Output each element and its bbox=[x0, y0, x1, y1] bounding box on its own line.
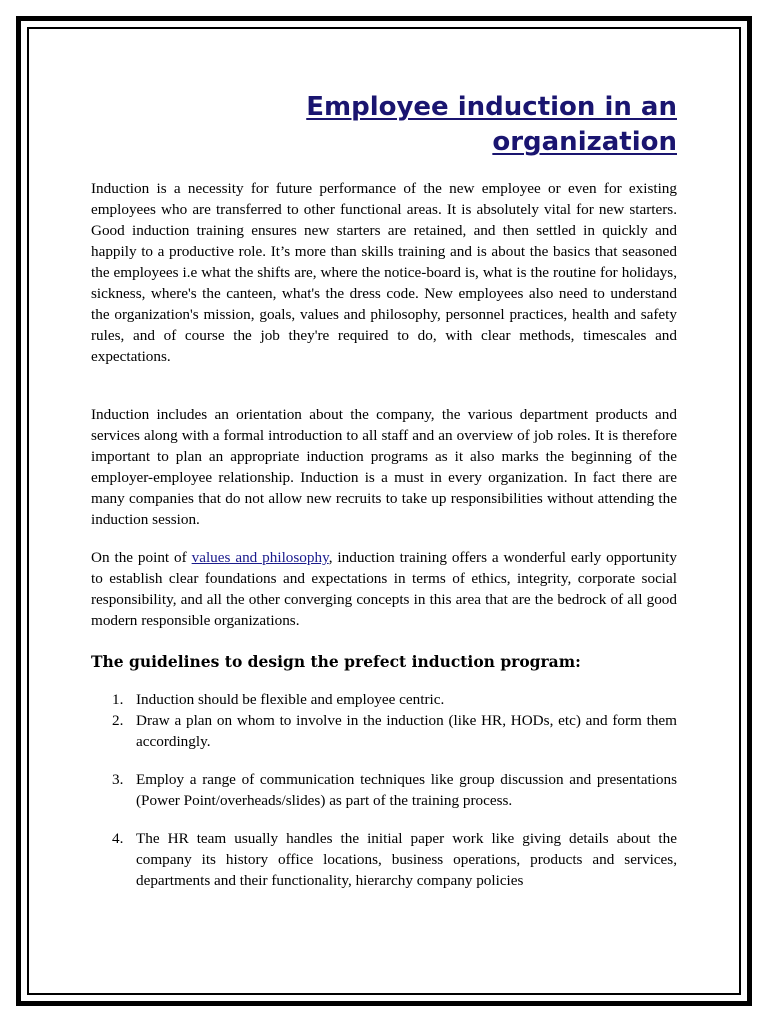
guidelines-heading: The guidelines to design the prefect induction program: bbox=[91, 652, 581, 671]
list-item bbox=[91, 689, 677, 710]
list-item bbox=[91, 828, 677, 891]
list-item-number: 1. bbox=[112, 691, 124, 708]
list-item-text: Draw a plan on whom to involve in the induction (like HR, HODs, etc) and form them accordingly. bbox=[136, 712, 677, 750]
list-item-text: Induction should be flexible and employee centric. bbox=[136, 691, 445, 708]
list-item-text: The HR team usually handles the initial paper work like giving details about the company its history office locations, business operations, products and services, departments and their functionality, hierarchy company policies bbox=[136, 830, 677, 889]
list-item-number: 3. bbox=[112, 771, 124, 788]
values-and-philosophy-link[interactable]: values and philosophy bbox=[191, 549, 329, 566]
list-item-text: Employ a range of communication techniques like group discussion and presentations (Power Point/overheads/slides) as part of the training process. bbox=[136, 771, 677, 809]
list-item bbox=[91, 710, 677, 752]
paragraph-orientation: Induction includes an orientation about the company, the various department products and services along with a formal introduction to all staff and an overview of job roles. It is therefore important to plan an appropriate induction programs as it also marks the beginning of the employer-employee relationship. Induction is a must in every organization. In fact there are many companies that do not allow new recruits to take up responsibilities without attending the induction session. bbox=[91, 406, 677, 528]
paragraph-values-suffix: , induction training offers a wonderful early opportunity to establish clear foundations and expectations in terms of ethics, integrity, corporate social responsibility, and all the other converging concepts in this area that are the bedrock of all good modern responsible organizations. bbox=[91, 549, 677, 629]
list-item bbox=[91, 769, 677, 811]
list-item-number: 2. bbox=[112, 712, 124, 729]
page-title: Employee induction in an organization bbox=[306, 92, 677, 157]
paragraph-intro: Induction is a necessity for future performance of the new employee or even for existing employees who are transferred to other functional areas. It is absolutely vital for new starters. Good induction training ensures new starters are retained, and then settled in quickly and happily to a productive role. It’s more than skills training and is about the basics that seasoned the employees i.e what the shifts are, where the notice-board is, what is the routine for holidays, sickness, where's the canteen, what's the dress code. New employees also need to understand the organization's mission, goals, values and philosophy, personnel practices, health and safety rules, and of course the job they're required to do, with clear methods, timescales and expectations. bbox=[91, 180, 677, 365]
list-item-number: 4. bbox=[112, 830, 124, 847]
paragraph-values bbox=[91, 547, 677, 631]
paragraph-values-prefix: On the point of bbox=[91, 549, 192, 566]
guidelines-list bbox=[91, 689, 677, 891]
